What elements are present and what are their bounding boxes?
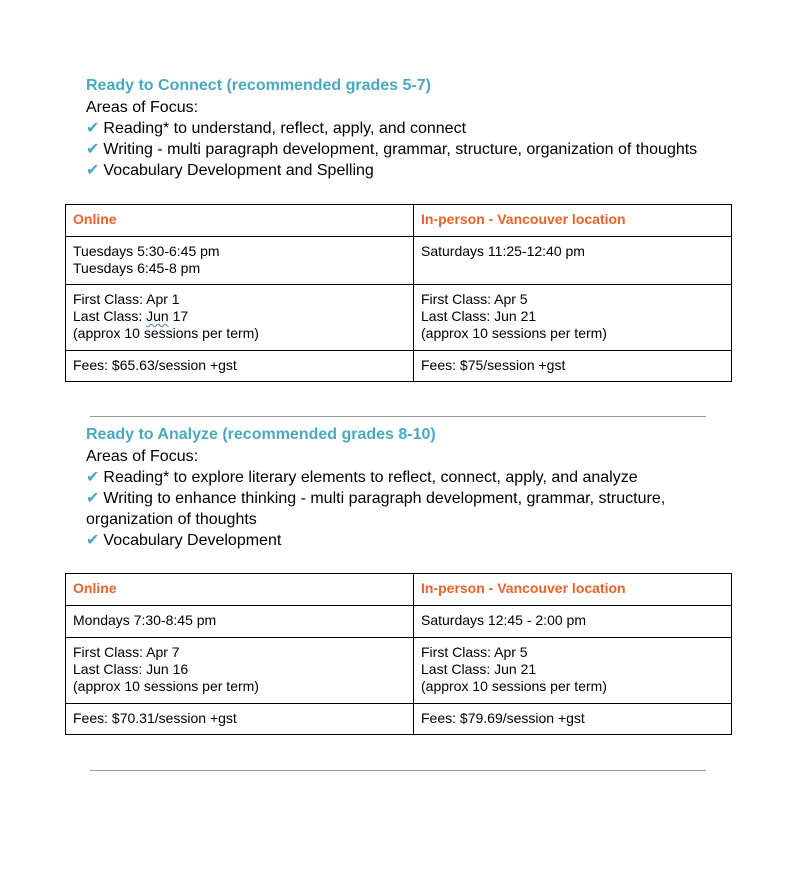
- checkmark-icon: ✔: [86, 120, 100, 137]
- areas-of-focus-label: Areas of Focus:: [86, 448, 199, 465]
- horizontal-divider: [90, 770, 706, 771]
- table-cell: [66, 606, 414, 638]
- table-header-cell: [414, 574, 732, 606]
- table-header-row: [66, 574, 732, 606]
- table-row-dates: [66, 638, 732, 704]
- first-class: First Class: Apr 1: [73, 291, 180, 307]
- fees-online: Fees: $65.63/session +gst: [73, 357, 237, 373]
- header-online: Online: [73, 580, 117, 596]
- last-class: [73, 308, 406, 325]
- focus-item: [86, 488, 746, 509]
- last-class: Last Class: Jun 21: [421, 661, 537, 677]
- table-header-row: [66, 205, 732, 237]
- schedule-line: Tuesdays 5:30-6:45 pm: [73, 243, 220, 259]
- table-row-schedule: [66, 606, 732, 638]
- areas-of-focus-label: Areas of Focus:: [86, 99, 199, 116]
- table-cell: [414, 285, 732, 351]
- table-header-cell: [66, 574, 414, 606]
- table-row-fees: [66, 351, 732, 382]
- table-cell: [414, 606, 732, 638]
- header-online: Online: [73, 211, 117, 227]
- checkmark-icon: ✔: [86, 532, 100, 549]
- schedule-table-ready-to-analyze: [65, 573, 732, 735]
- section-ready-to-connect: [86, 76, 746, 181]
- header-in-person: In-person - Vancouver location: [421, 211, 626, 227]
- schedule-line: Tuesdays 6:45-8 pm: [73, 260, 201, 276]
- focus-item: [86, 160, 746, 181]
- last-class: Last Class: Jun 21: [421, 308, 537, 324]
- focus-item-text: Writing to enhance thinking - multi paragraph development, grammar, structure,: [103, 490, 666, 507]
- horizontal-divider: [90, 416, 706, 417]
- sessions-note: (approx 10 sessions per term): [421, 678, 607, 694]
- table-cell: [414, 638, 732, 704]
- table-row-dates: [66, 285, 732, 351]
- table-header-cell: [66, 205, 414, 237]
- table-cell: [66, 285, 414, 351]
- focus-item: [86, 118, 746, 139]
- table-row-fees: [66, 704, 732, 735]
- schedule-line: Mondays 7:30-8:45 pm: [73, 612, 217, 628]
- schedule-line: Saturdays 11:25-12:40 pm: [421, 243, 585, 259]
- fees-in-person: Fees: $75/session +gst: [421, 357, 566, 373]
- checkmark-icon: ✔: [86, 469, 100, 486]
- checkmark-icon: ✔: [86, 162, 100, 179]
- table-cell: [66, 704, 414, 735]
- header-in-person: In-person - Vancouver location: [421, 580, 626, 596]
- last-class: Last Class: Jun 16: [73, 661, 189, 677]
- table-cell: [66, 237, 414, 285]
- first-class: First Class: Apr 5: [421, 644, 528, 660]
- table-cell: [414, 704, 732, 735]
- fees-in-person: Fees: $79.69/session +gst: [421, 710, 585, 726]
- fees-online: Fees: $70.31/session +gst: [73, 710, 237, 726]
- focus-item-text: Vocabulary Development and Spelling: [103, 162, 374, 179]
- first-class: First Class: Apr 5: [421, 291, 528, 307]
- section-title: Ready to Analyze (recommended grades 8-10): [86, 426, 436, 443]
- table-cell: [66, 351, 414, 382]
- checkmark-icon: ✔: [86, 490, 100, 507]
- table-cell: [66, 638, 414, 704]
- last-class-suffix: 17: [168, 308, 189, 324]
- focus-item: [86, 467, 746, 488]
- focus-item-text: Vocabulary Development: [103, 532, 282, 549]
- section-ready-to-analyze: [86, 425, 746, 551]
- first-class: First Class: Apr 7: [73, 644, 180, 660]
- focus-item-text: Writing - multi paragraph development, grammar, structure, organization of thoughts: [103, 141, 698, 158]
- schedule-line: Saturdays 12:45 - 2:00 pm: [421, 612, 586, 628]
- focus-item: [86, 530, 746, 551]
- table-header-cell: [414, 205, 732, 237]
- sessions-note: (approx 10 sessions per term): [73, 678, 259, 694]
- focus-item-continuation: organization of thoughts: [86, 511, 257, 528]
- table-cell: [414, 351, 732, 382]
- spellcheck-word: Jun: [146, 308, 169, 324]
- table-row-schedule: [66, 237, 732, 285]
- checkmark-icon: ✔: [86, 141, 100, 158]
- focus-item-text: Reading* to understand, reflect, apply, and connect: [103, 120, 467, 137]
- focus-item-text: Reading* to explore literary elements to reflect, connect, apply, and analyze: [103, 469, 638, 486]
- table-cell: [414, 237, 732, 285]
- sessions-note: (approx 10 sessions per term): [73, 325, 259, 341]
- schedule-table-ready-to-connect: [65, 204, 732, 382]
- focus-item: [86, 139, 746, 160]
- sessions-note: (approx 10 sessions per term): [421, 325, 607, 341]
- last-class-prefix: Last Class:: [73, 308, 147, 324]
- section-title: Ready to Connect (recommended grades 5-7): [86, 77, 431, 94]
